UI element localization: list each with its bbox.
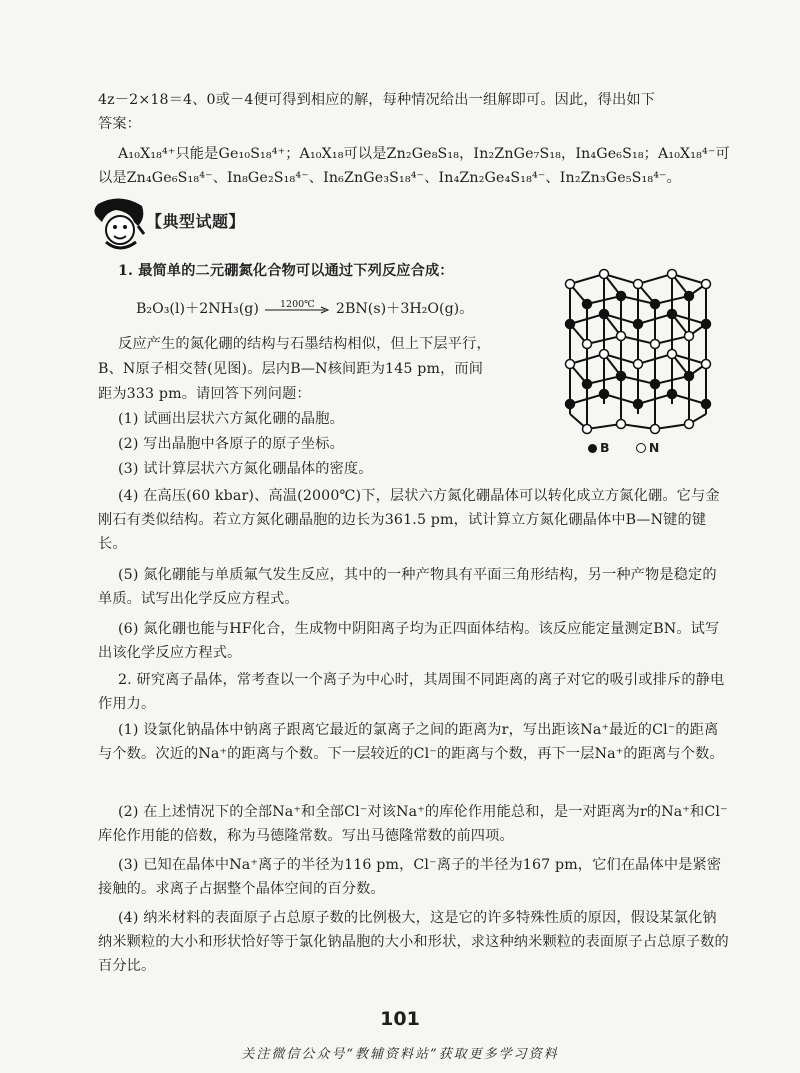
arrow-icon <box>265 306 329 314</box>
reaction-reactants: B₂O₃(l)＋2NH₃(g) <box>136 301 259 317</box>
q1-paragraph-line-1: 反应产生的氮化硼的结构与石墨结构相似，但上下层平行， <box>118 336 491 352</box>
nitrogen-ring-icon <box>636 443 646 453</box>
q1-paragraph-line-2: B、N原子相交替(见图)。层内B—N核间距为145 pm，而间 <box>98 361 484 377</box>
q1-sub-3: (3) 试计算层状六方氮化硼晶体的密度。 <box>118 461 373 477</box>
q1-sub-1: (1) 试画出层状六方氮化硼的晶胞。 <box>118 411 344 427</box>
q2-stem: 2. 研究离子晶体，常考查以一个离子为中心时，其周围不同距离的离子对它的吸引或排斥的静电作用力。 <box>98 672 725 712</box>
legend-b-label: B <box>600 440 610 455</box>
q1-sub-2: (2) 写出晶胞中各原子的原子坐标。 <box>118 436 344 452</box>
mascot-icon <box>90 196 150 254</box>
q1-paragraph-line-3: 距为333 pm。请回答下列问题： <box>98 386 311 402</box>
reaction-products: 2BN(s)＋3H₂O(g)。 <box>335 301 474 317</box>
q1-sub-4: (4) 在高压(60 kbar)、高温(2000℃)下，层状六方氮化硼晶体可以转化成立方氮化硼。它与金刚石有类似结构。若立方氮化硼晶胞的边长为361.5 pm，试计算立方氮化硼晶体中B—N键的键长。 <box>98 488 720 552</box>
q2-sub-3: (3) 已知在晶体中Na⁺离子的半径为116 pm，Cl⁻离子的半径为167 pm，它们在晶体中是紧密接触的。求离子占据整个晶体空间的百分数。 <box>98 857 722 897</box>
reaction-condition: 1200℃ <box>280 299 315 310</box>
section-title: 【典型试题】 <box>146 212 246 231</box>
legend-n-label: N <box>648 440 660 455</box>
q2-sub-2: (2) 在上述情况下的全部Na⁺和全部Cl⁻对该Na⁺的库伦作用能总和，是一对距离为r的Na⁺和Cl⁻库伦作用能的倍数，称为马德隆常数。写出马德隆常数的前四项。 <box>98 804 728 844</box>
q1-sub-5: (5) 氮化硼能与单质氟气发生反应，其中的一种产物具有平面三角形结构，另一种产物是稳定的单质。试写出化学反应方程式。 <box>98 567 717 607</box>
reaction-arrow <box>265 299 329 316</box>
q2-sub-4: (4) 纳米材料的表面原子占总原子数的比例极大，这是它的许多特殊性质的原因，假设某氯化钠纳米颗粒的大小和形状恰好等于氯化钠晶胞的大小和形状，求这种纳米颗粒的表面原子占总原子数的百分比。 <box>98 910 729 974</box>
reaction-equation <box>136 297 473 321</box>
page-number: 101 <box>380 1008 420 1030</box>
boron-dot-icon <box>588 444 597 453</box>
answer-line-2: 以是Zn₄Ge₆S₁₈⁴⁻、In₈Ge₂S₁₈⁴⁻、In₆ZnGe₃S₁₈⁴⁻、In₄Zn₂Ge₄S₁₈⁴⁻、In₂Zn₃Ge₅S₁₈⁴⁻。 <box>98 170 682 186</box>
hexagonal-bn-lattice-icon <box>540 264 740 439</box>
intro-line-1: 4z－2×18＝4、0或－4便可得到相应的解，每种情况给出一组解即可。因此，得出如下 <box>98 92 656 108</box>
bn-structure-figure <box>540 264 740 464</box>
q1-sub-6: (6) 氮化硼也能与HF化合，生成物中阴阳离子均为正四面体结构。该反应能定量测定BN。试写出该化学反应方程式。 <box>98 621 720 661</box>
q1-stem: 1. 最简单的二元硼氮化合物可以通过下列反应合成： <box>118 263 454 279</box>
answer-line-1: A₁₀X₁₈⁴⁺只能是Ge₁₀S₁₈⁴⁺；A₁₀X₁₈可以是Zn₂Ge₈S₁₈，In₂ZnGe₇S₁₈，In₄Ge₆S₁₈；A₁₀X₁₈⁴⁻可 <box>118 146 730 162</box>
footer-note: 关注微信公众号“教辅资料站”获取更多学习资料 <box>241 1047 559 1062</box>
intro-line-2: 答案： <box>98 116 142 132</box>
figure-legend <box>588 440 659 455</box>
q2-sub-1: (1) 设氯化钠晶体中钠离子跟离它最近的氯离子之间的距离为r，写出距该Na⁺最近的Cl⁻的距离与个数。次近的Na⁺的距离与个数。下一层较近的Cl⁻的距离与个数，再下一层Na⁺的距离与个数。 <box>98 722 724 762</box>
